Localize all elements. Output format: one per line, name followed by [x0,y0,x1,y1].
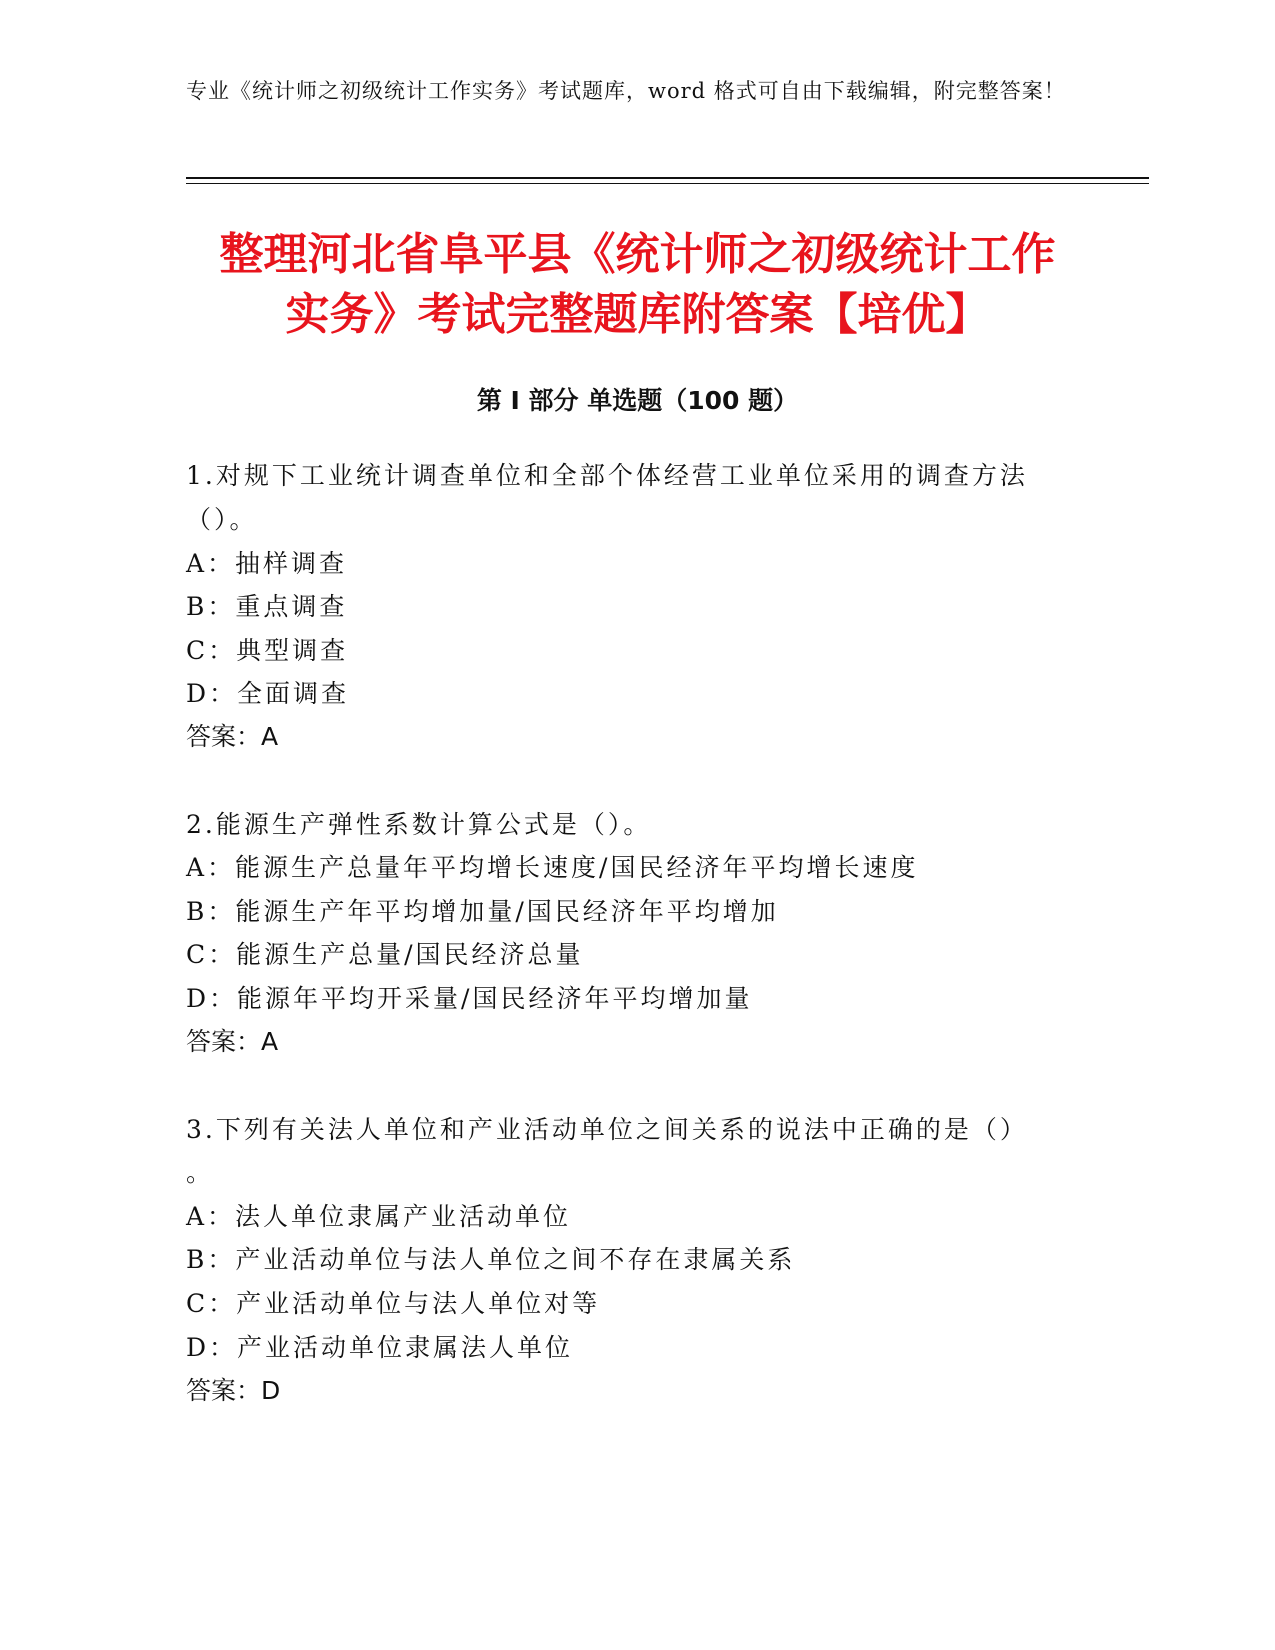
question-1-option-a: A：抽样调查 [186,549,348,578]
question-3-option-b: B：产业活动单位与法人单位之间不存在隶属关系 [186,1245,796,1274]
question-2-answer: 答案：A [186,1027,279,1056]
question-2-option-a: A：能源生产总量年平均增长速度/国民经济年平均增长速度 [186,853,919,882]
question-3-answer: 答案：D [186,1376,281,1405]
header-rule-thick [186,177,1149,179]
section-title: 第 I 部分 单选题（100 题） [476,386,799,415]
header-rule-thin [186,183,1149,184]
header-note: 专业《统计师之初级统计工作实务》考试题库，word 格式可自由下载编辑，附完整答案！ [186,79,1066,103]
question-1-option-c: C：典型调查 [186,636,349,665]
question-3-stem: 3.下列有关法人单位和产业活动单位之间关系的说法中正确的是（） [186,1115,1028,1144]
question-2-option-c: C：能源生产总量/国民经济总量 [186,940,584,969]
question-3-option-c: C：产业活动单位与法人单位对等 [186,1289,601,1318]
document-title-line1: 整理河北省阜平县《统计师之初级统计工作 [219,229,1056,280]
document-title-line2: 实务》考试完整题库附答案【培优】 [285,289,990,340]
document-title [150,225,1125,345]
question-1-stem: 1.对规下工业统计调查单位和全部个体经营工业单位采用的调查方法 [186,461,1028,490]
question-2-stem: 2.能源生产弹性系数计算公式是（）。 [186,810,652,839]
question-1-option-d: D：全面调查 [186,679,350,708]
question-1-option-b: B：重点调查 [186,592,348,621]
question-2-option-d: D：能源年平均开采量/国民经济年平均增加量 [186,984,753,1013]
question-3-option-d: D：产业活动单位隶属法人单位 [186,1333,574,1362]
question-1-answer: 答案：A [186,722,279,751]
question-3-option-a: A：法人单位隶属产业活动单位 [186,1202,572,1231]
question-2-option-b: B：能源生产年平均增加量/国民经济年平均增加 [186,897,779,926]
question-3-stem-cont: 。 [186,1158,215,1187]
question-1-stem-cont: （）。 [186,505,258,534]
